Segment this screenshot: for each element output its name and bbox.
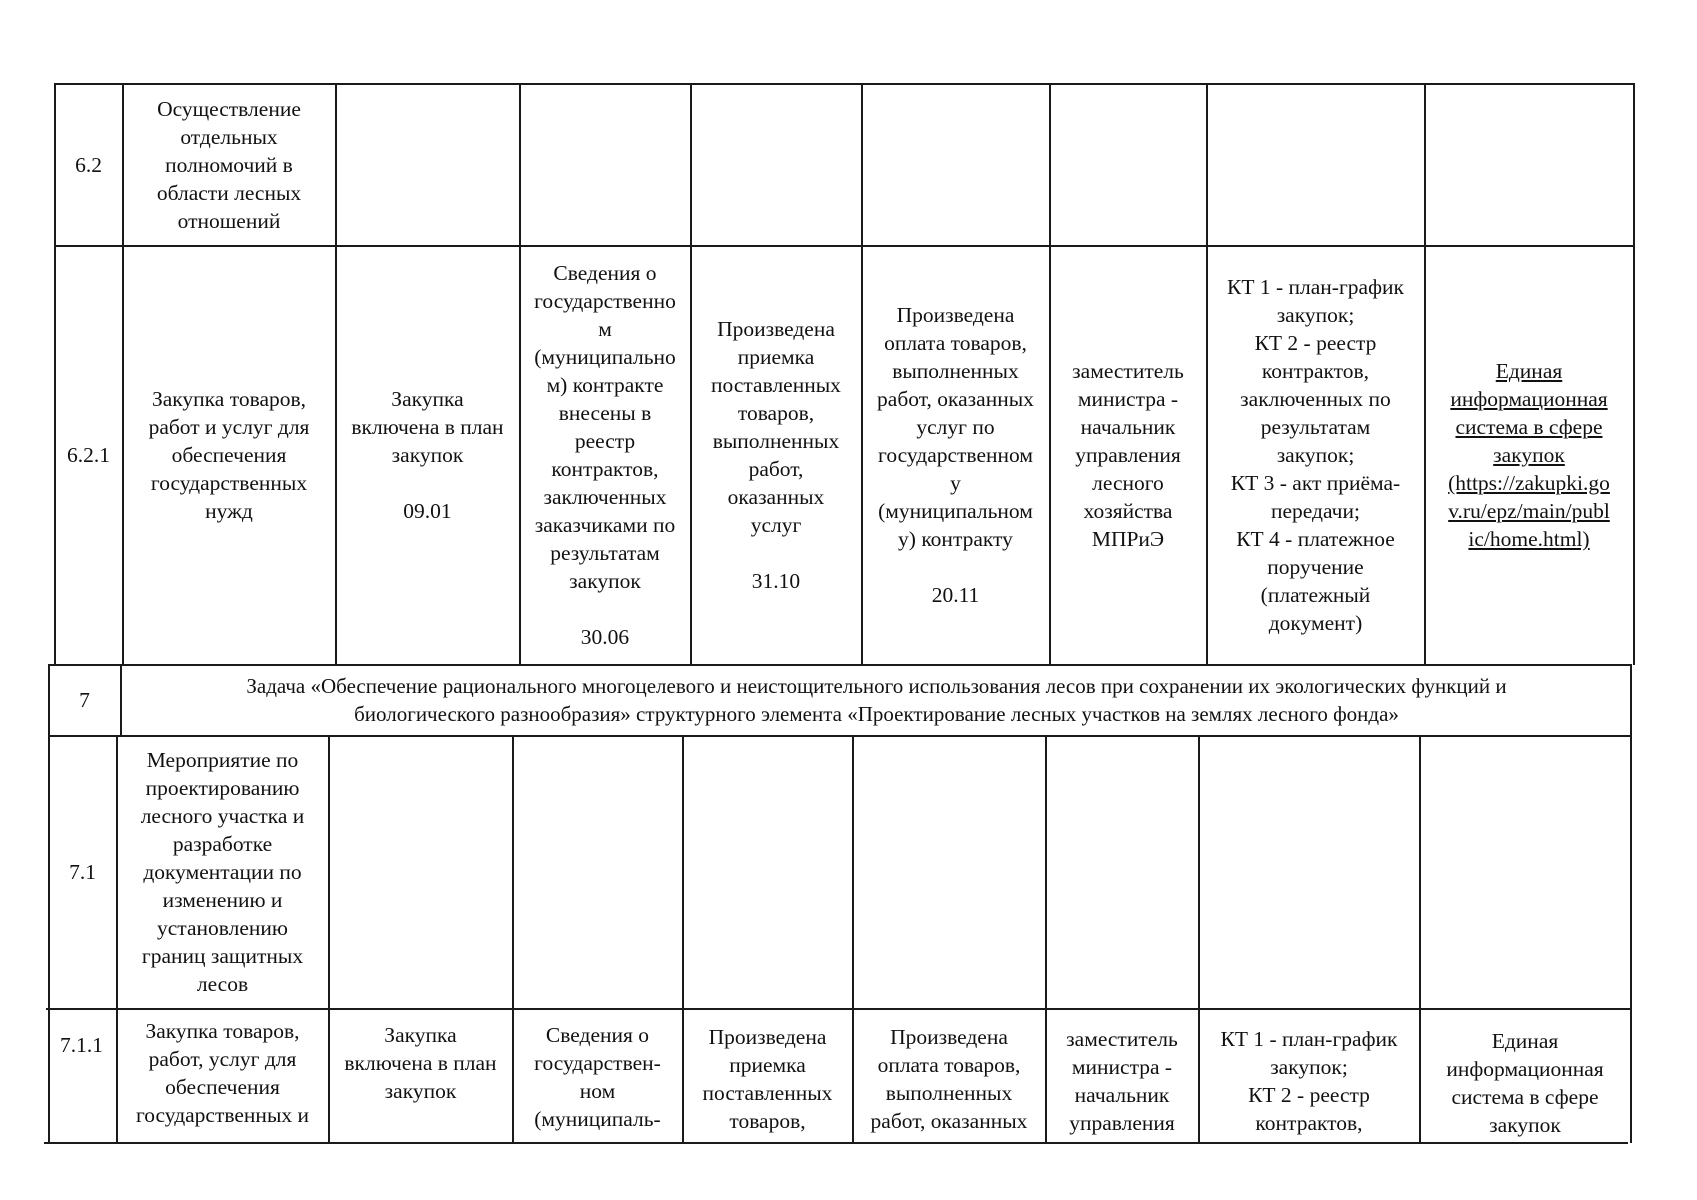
row-number: 7 — [79, 688, 90, 712]
control-point-3: Произведена приемка поставленных товаров, выполненных работ, оказанных услуг 31.10 — [711, 317, 841, 593]
row-number: 6.2 — [75, 152, 102, 177]
table-border-right — [1633, 83, 1635, 665]
control-point-2: Сведения о государствен- ном (муниципаль- — [534, 1023, 661, 1131]
control-point-1: Закупка включена в план закупок 09.01 — [351, 387, 504, 523]
event-name: Осуществление отдельных полномочий в области лесных отношений — [156, 96, 302, 233]
table-border-right — [1630, 664, 1632, 1143]
row-number: 7.1.1 — [60, 1033, 103, 1057]
control-point-1: Закупка включена в план закупок — [344, 1023, 497, 1103]
control-point-4: Произведена оплата товаров, выполненных работ, оказанных услуг по государственном у (муниципальном у) контракту 20.11 — [877, 303, 1034, 607]
table-border-bottom — [44, 1142, 1628, 1144]
row-number: 6.2.1 — [67, 443, 110, 467]
responsible-person: заместитель министра - начальник управления лесного хозяйства МПРиЭ — [1072, 359, 1184, 551]
row-number: 7.1 — [69, 860, 96, 884]
event-name: Закупка товаров, работ и услуг для обеспечения государственных нужд — [148, 387, 310, 523]
event-name: Мероприятие по проектированию лесного участка и разработке документации по изменению и установлению границ защитных лесов — [140, 748, 305, 996]
documents-list: КТ 1 - план-график закупок; КТ 2 - реестр контрактов, заключенных по результатам закупок; КТ 3 - акт приёма- передачи; КТ 4 - платежное поручение (платежный документ) — [1227, 275, 1404, 635]
task-title: Задача «Обеспечение рационального многоцелевого и неистощительного использования лесов при сохранении их экологических функций и биологического разнообразия» структурного элемента «Проектирование лесных участков на землях лесного фонда» — [246, 674, 1507, 726]
info-system-name: Единая информационная система в сфере закупок — [1446, 1029, 1604, 1137]
responsible-person: заместитель министра - начальник управления — [1066, 1027, 1178, 1135]
control-point-3: Произведена приемка поставленных товаров, — [702, 1025, 833, 1133]
control-point-4: Произведена оплата товаров, выполненных работ, оказанных — [870, 1025, 1028, 1133]
event-name: Закупка товаров, работ, услуг для обеспечения государственных и — [135, 1019, 310, 1127]
info-system-link[interactable]: Единая информационная система в сфере закупок (https://zakupki.go v.ru/epz/main/publ ic/home.html) — [1448, 359, 1610, 551]
documents-list: КТ 1 - план-график закупок; КТ 2 - реестр контрактов, — [1220, 1027, 1398, 1135]
control-point-2: Сведения о государственно м (муниципально м) контракте внесены в реестр контрактов, заключенных заказчиками по результатам закупок 30.06 — [534, 261, 676, 649]
